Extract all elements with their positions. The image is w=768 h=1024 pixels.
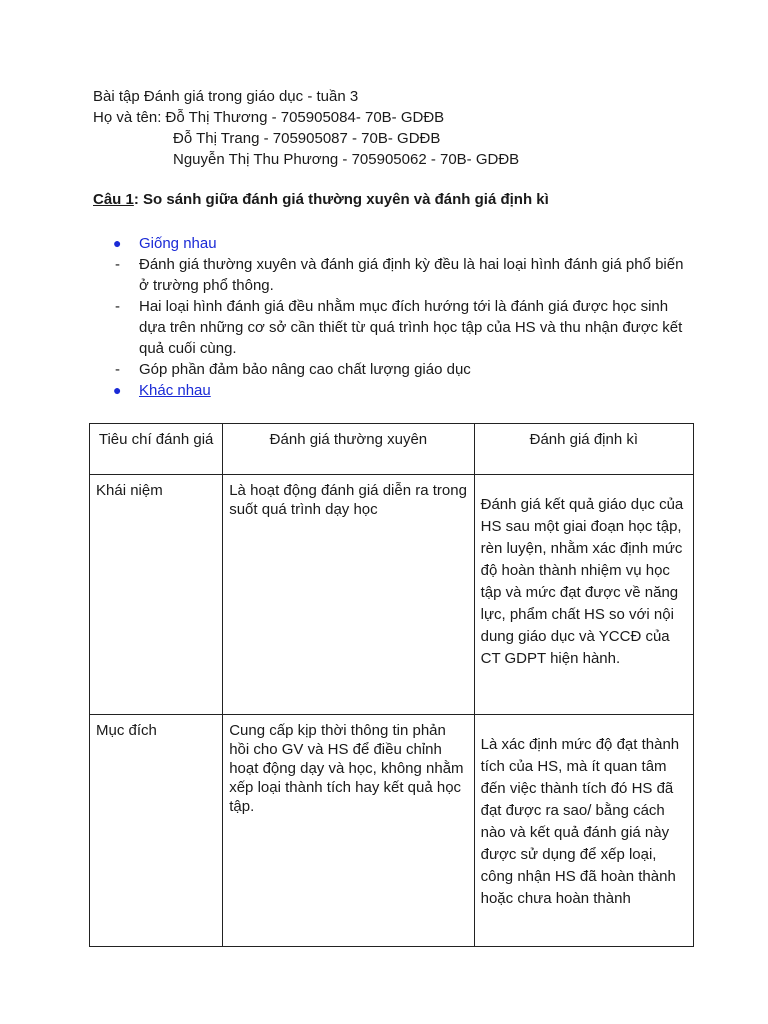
regular-cell: Là hoạt động đánh giá diễn ra trong suốt quá trình dạy học [223,475,474,715]
header-cell-criterion: Tiêu chí đánh giá [90,424,223,475]
similar-item-text: Đánh giá thường xuyên và đánh giá định kỳ đều là hai loại hình đánh giá phổ biến ở trường phổ thông. [139,256,684,294]
list-item [93,380,693,401]
periodic-cell: Đánh giá kết quả giáo dục của HS sau một giai đoạn học tập, rèn luyện, nhằm xác định mức độ hoàn thành nhiệm vụ học tập và mức đạt được về năng lực, phẩm chất HS so với nội dung giáo dục và YCCĐ của CT GDPT hiện hành. [474,475,693,715]
student-name-line: Họ và tên: Đỗ Thị Thương - 705905084- 70B- GDĐB [93,109,445,126]
similar-item-text: Hai loại hình đánh giá đều nhằm mục đích hướng tới là đánh giá được học sinh dựa trên những cơ sở cần thiết từ quá trình học tập của HS và thu nhận được kết quả cuối cùng. [139,298,683,357]
bullet-icon: ● [113,235,122,251]
assignment-title: Bài tập Đánh giá trong giáo dục - tuần 3 [93,88,359,105]
criterion-cell: Mục đích [90,715,223,947]
similar-item-text: Góp phần đảm bảo nâng cao chất lượng giáo dục [139,361,471,378]
list-item [93,359,693,380]
table-header-row [90,424,694,475]
question-heading [93,191,549,208]
dash-icon: - [115,361,120,378]
header-cell-periodic: Đánh giá định kì [474,424,693,475]
list-item [93,233,693,254]
similar-heading: Giống nhau [139,235,217,252]
list-item [93,296,693,359]
different-heading-link[interactable]: Khác nhau [139,382,211,399]
header-cell-regular: Đánh giá thường xuyên [223,424,474,475]
question-number: Câu 1 [93,191,134,208]
dash-icon: - [115,298,120,315]
regular-cell: Cung cấp kịp thời thông tin phản hồi cho GV và HS để điều chỉnh hoạt động dạy và học, không nhằm xếp loại thành tích hay kết quả học tập. [223,715,474,947]
dash-icon: - [115,256,120,273]
document-header [93,86,519,170]
comparison-list [93,233,693,401]
criterion-cell: Khái niệm [90,475,223,715]
comparison-table [89,423,694,947]
question-text: : So sánh giữa đánh giá thường xuyên và đánh giá định kì [133,191,549,208]
table-row [90,475,694,715]
list-item [93,254,693,296]
bullet-icon: ● [113,382,122,398]
table-row [90,715,694,947]
periodic-cell: Là xác định mức độ đạt thành tích của HS, mà ít quan tâm đến việc thành tích đó HS đã đạt được ra sao/ bằng cách nào và kết quả đánh giá này được sử dụng để xếp loại, công nhận HS đã hoàn thành hoặc chưa hoàn thành [474,715,693,947]
student-member-2: Đỗ Thị Trang - 705905087 - 70B- GDĐB [173,130,441,147]
student-member-3: Nguyễn Thị Thu Phương - 705905062 - 70B- GDĐB [173,151,520,168]
